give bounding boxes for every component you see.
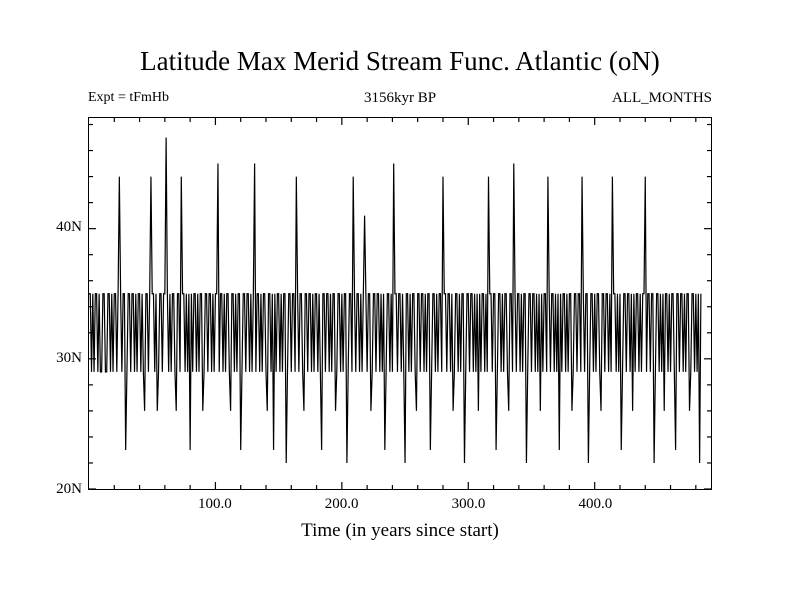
y-tick-label: 30N (56, 350, 82, 367)
period-label: 3156kyr BP (363, 90, 437, 106)
y-axis-tick-labels (30, 117, 82, 497)
page-title: Latitude Max Merid Stream Func. Atlantic (oN) (140, 46, 660, 76)
y-tick-label: 40N (56, 219, 82, 236)
subtitle-row (88, 90, 712, 110)
x-tick-label: 300.0 (451, 496, 486, 512)
x-tick-label: 100.0 (197, 496, 232, 512)
series-line (89, 118, 711, 489)
experiment-label: Expt = tFmHb (88, 90, 170, 105)
plot-area (88, 117, 712, 490)
y-tick-label: 20N (56, 481, 82, 497)
x-axis-title: Time (in years since start) (301, 520, 499, 541)
x-tick-label: 200.0 (324, 496, 359, 512)
x-axis-tick-labels (88, 496, 712, 518)
months-label: ALL_MONTHS (612, 90, 712, 106)
x-tick-label: 400.0 (578, 496, 613, 512)
